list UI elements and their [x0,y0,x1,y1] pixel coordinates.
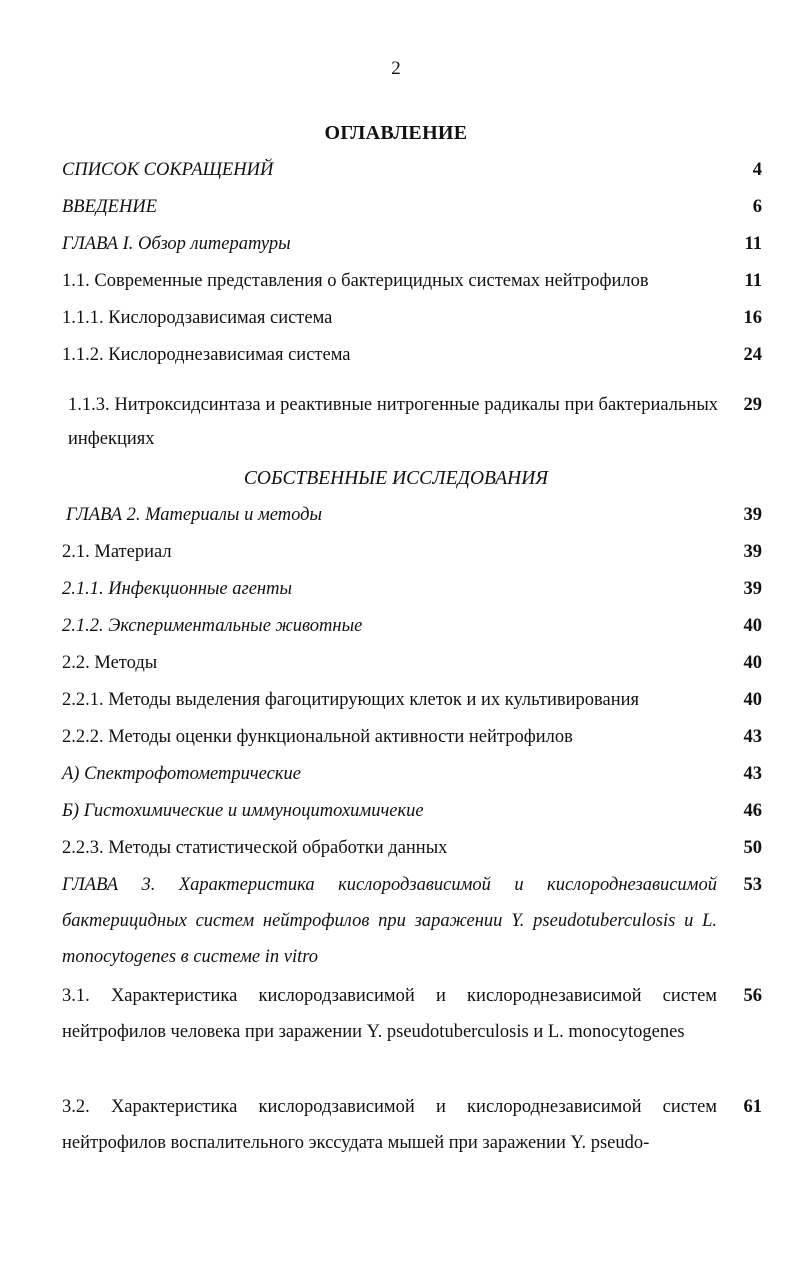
toc-entry-text: 1.1.3. Нитроксидсинтаза и реактивные нитрогенные радикалы при бактериальных инфекциях [68,395,718,449]
toc-entry-page: 56 [743,986,762,1006]
toc-entry-text: 1.1.2. Кислороднезависимая система [62,345,351,365]
toc-entry [62,337,762,373]
toc-entry [62,830,762,866]
toc-entry [62,263,762,299]
toc-entry [62,1089,762,1161]
toc-entry [62,152,762,188]
toc-entry-page: 16 [743,308,762,328]
toc-entry [62,867,762,975]
toc-entry [62,682,762,718]
toc-entry-text: Б) Гистохимические и иммуноцитохимичекие [62,801,424,821]
toc-entry [68,388,762,456]
page-number: 2 [391,58,401,79]
toc-entry [62,645,762,681]
toc-entry-page: 29 [743,395,762,415]
toc-entry-page: 24 [743,345,762,365]
toc-entry-text: 2.2.1. Методы выделения фагоцитирующих клеток и их культивирования [62,690,640,710]
toc-entry-page: 46 [743,801,762,821]
toc-entry [62,756,762,792]
toc-entry [62,300,762,336]
toc-entry-page: 61 [743,1097,762,1117]
toc-entry-page: 39 [743,579,762,599]
toc-entry-page: 40 [743,653,762,673]
toc-entry-text: ГЛАВА 2. Материалы и методы [66,505,322,525]
section-title: СОБСТВЕННЫЕ ИССЛЕДОВАНИЯ [243,468,549,489]
toc-entry-page: 43 [743,764,762,784]
toc-entry-page: 39 [743,542,762,562]
toc-entry-text: 2.1.1. Инфекционные агенты [62,579,293,599]
toc-entry-text: 3.1. Характеристика кислородзависимой и кислороднезависимой систем нейтрофилов человека при заражении Y. pseudotuberculosis и L. monocytogenes [62,986,717,1042]
toc-entry-text: ВВЕДЕНИЕ [62,197,157,217]
toc-entry-page: 11 [744,271,762,291]
toc-entry-text: 1.1.1. Кислородзависимая система [62,308,333,328]
toc-entry [62,226,762,262]
toc-entry-text: 1.1. Современные представления о бактерицидных системах нейтрофилов [62,271,649,291]
toc-entry-text: ГЛАВА I. Обзор литературы [62,234,291,254]
toc-entry-text: 2.2.3. Методы статистической обработки данных [62,838,448,858]
page-title: ОГЛАВЛЕНИЕ [324,122,468,144]
toc-entry-text: 3.2. Характеристика кислородзависимой и кислороднезависимой систем нейтрофилов воспалительного экссудата мышей при заражении Y. pseudo- [62,1097,717,1153]
toc-entry [62,978,762,1050]
toc-entry-page: 6 [752,197,762,217]
toc-entry [66,497,762,533]
toc-entry-page: 39 [743,505,762,525]
toc-entry-text: 2.1.2. Экспериментальные животные [62,616,363,636]
toc-entry-text: СПИСОК СОКРАЩЕНИЙ [62,160,274,180]
toc-entry-page: 40 [743,690,762,710]
toc-entry-page: 11 [744,234,762,254]
toc-entry-text: ГЛАВА 3. Характеристика кислородзависимой и кислороднезависимой бактерицидных систем нейтрофилов при заражении Y. pseudotuberculosis и L. monocytogenes в системе in vitro [62,875,717,967]
toc-entry [62,189,762,225]
toc-entry-text: 2.2.2. Методы оценки функциональной активности нейтрофилов [62,727,573,747]
toc-entry-text: А) Спектрофотометрические [62,764,301,784]
toc-entry [62,719,762,755]
toc-entry-text: 2.2. Методы [62,653,158,673]
toc-entry-page: 4 [752,160,762,180]
toc-entry [62,534,762,570]
toc-entry-page: 40 [743,616,762,636]
toc-entry [62,571,762,607]
toc-entry-text: 2.1. Материал [62,542,172,562]
toc-entry [62,608,762,644]
toc-entry-page: 50 [743,838,762,858]
toc-entry [62,793,762,829]
toc-entry-page: 43 [743,727,762,747]
toc-entry-page: 53 [743,875,762,895]
